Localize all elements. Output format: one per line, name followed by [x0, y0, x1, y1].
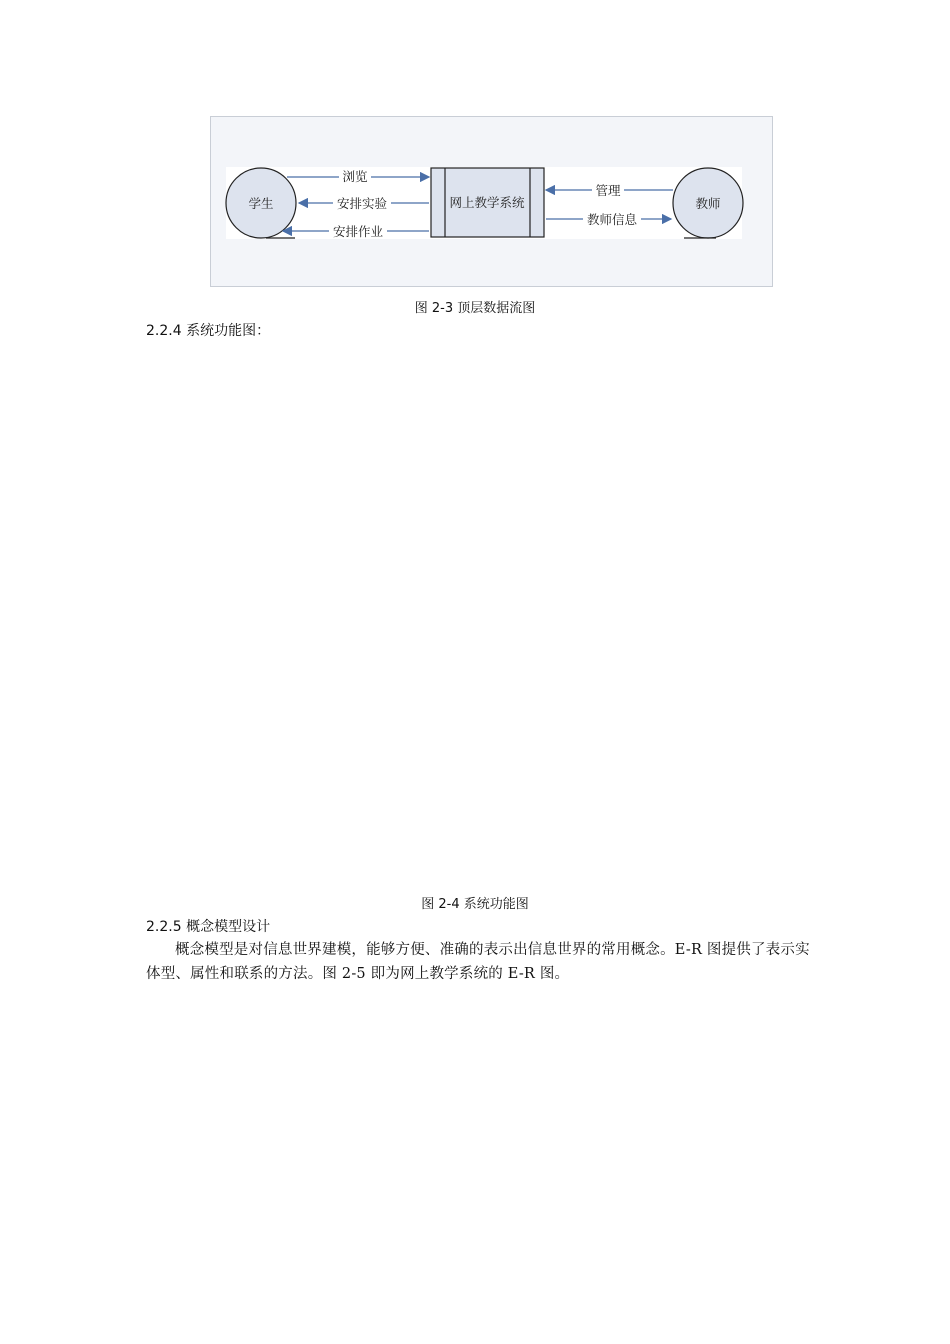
flow-teacher-info-label: 教师信息 — [586, 212, 638, 227]
dfd-figure-frame — [210, 116, 773, 287]
student-node — [226, 168, 296, 238]
section-2-2-5-heading: 2.2.5 概念模型设计 — [146, 919, 271, 935]
flow-arrange-homework-label: 安排作业 — [332, 224, 384, 239]
system-label: 网上教学系统 — [449, 195, 525, 210]
top-level-dataflow-diagram — [211, 117, 772, 286]
student-label: 学生 — [248, 196, 274, 211]
section-2-2-5-paragraph: 概念模型是对信息世界建模，能够方便、准确的表示出信息世界的常用概念。E-R 图提供了表示实体型、属性和联系的方法。图 2-5 即为网上教学系统的 E-R 图。 — [146, 942, 810, 982]
figure-2-3-caption: 图 2-3 顶层数据流图 — [414, 301, 536, 316]
system-node — [431, 168, 544, 237]
flow-arrange-experiment-label: 安排实验 — [336, 196, 388, 211]
flow-browse-label: 浏览 — [342, 169, 368, 184]
teacher-node — [673, 168, 743, 238]
section-2-2-4-heading: 2.2.4 系统功能图： — [146, 323, 271, 339]
teacher-label: 教师 — [695, 196, 721, 211]
figure-2-4-caption: 图 2-4 系统功能图 — [421, 897, 529, 912]
flow-manage-label: 管理 — [595, 183, 621, 198]
